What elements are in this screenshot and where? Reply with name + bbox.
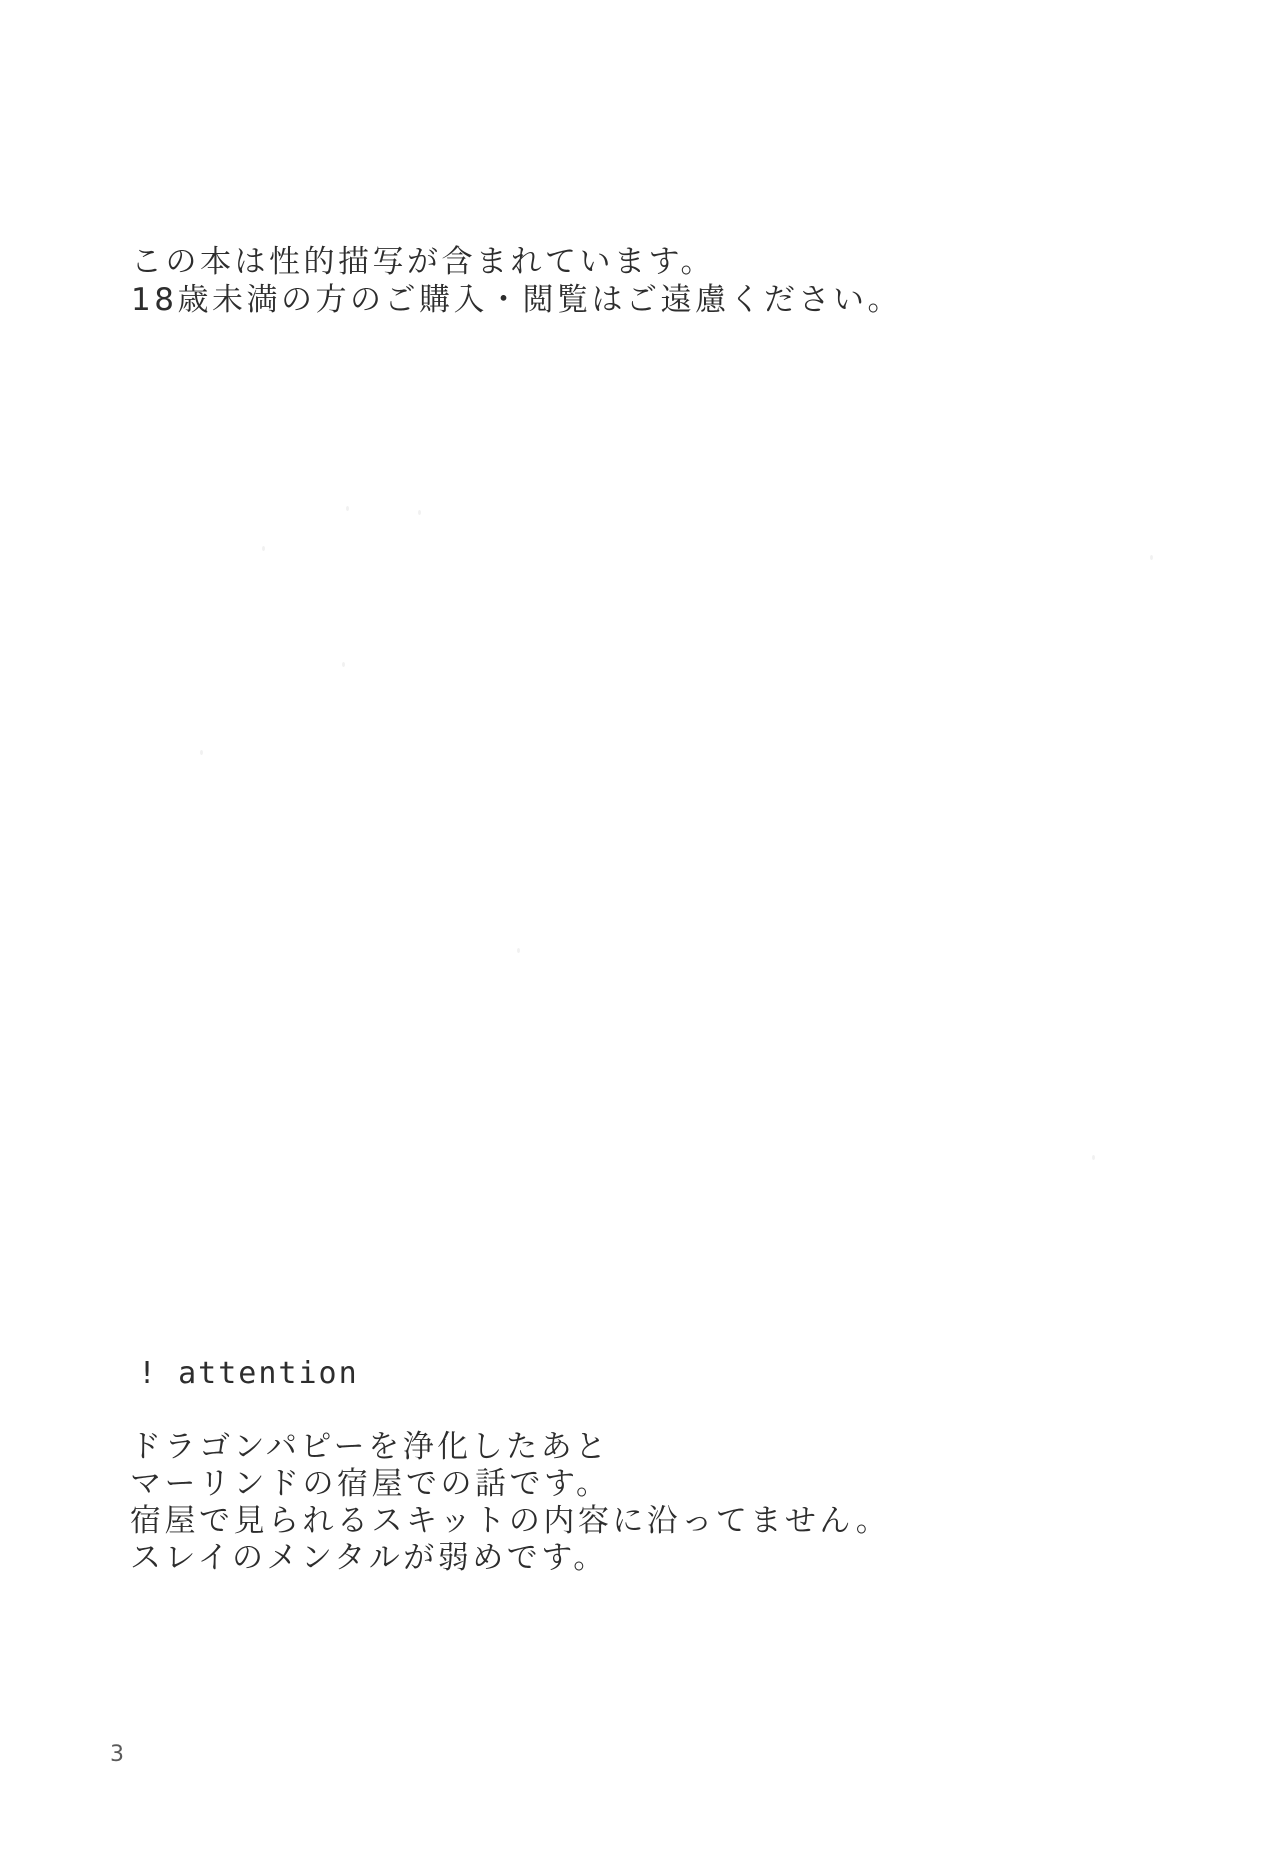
scan-speck bbox=[517, 948, 520, 953]
scan-speck bbox=[346, 506, 349, 511]
attention-note-line-2: マーリンドの宿屋での話です。 bbox=[130, 1466, 611, 1502]
scan-speck bbox=[200, 750, 203, 755]
scan-speck bbox=[262, 546, 265, 551]
attention-note-line-4: スレイのメンタルが弱めです。 bbox=[130, 1540, 608, 1576]
page-number: 3 bbox=[110, 1742, 124, 1767]
age-disclaimer bbox=[131, 243, 902, 319]
attention-heading: ! attention bbox=[138, 1356, 359, 1391]
scan-speck bbox=[1150, 555, 1153, 560]
scan-speck bbox=[418, 510, 421, 515]
disclaimer-line-1: この本は性的描写が含まれています。 bbox=[131, 244, 716, 280]
scan-speck bbox=[1092, 1155, 1095, 1160]
attention-note-line-3: 宿屋で見られるスキットの内容に沿ってません。 bbox=[130, 1503, 891, 1539]
disclaimer-line-2: 18歳未満の方のご購入・閲覧はご遠慮ください。 bbox=[131, 282, 902, 318]
scan-speck bbox=[342, 662, 345, 667]
attention-note-line-1: ドラゴンパピーを浄化したあと bbox=[130, 1429, 610, 1465]
attention-notes bbox=[130, 1429, 890, 1577]
